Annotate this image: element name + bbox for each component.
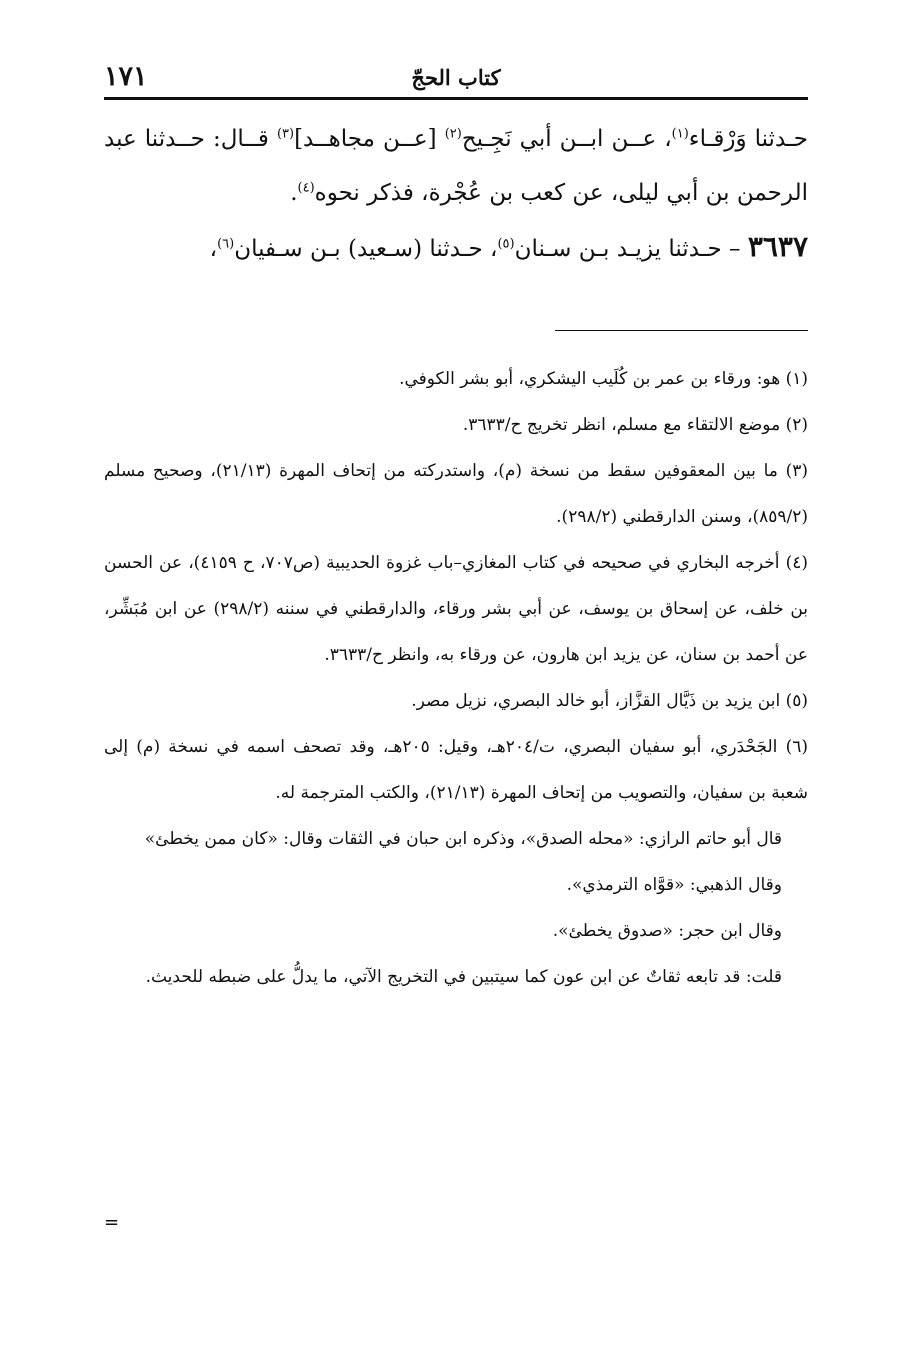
footnote-separator xyxy=(555,330,808,331)
text-segment: حـدثنا وَرْقـاء xyxy=(688,126,808,152)
quote-dhahabi: وقال الذهبي: «قوَّاه الترمذي». xyxy=(566,875,782,895)
footnote-4: (٤) أخرجه البخاري في صحيحه في كتاب المغازي–باب غزوة الحديبية (ص٧٠٧، ح ٤١٥٩)، عن الحسن بن خلف، عن إسحاق بن يوسف، عن أبي بشر ورقاء، والدارقطني في سننه (٢٩٨/٢) عن ابن مُبَشِّر، عن أحمد بن سنان، عن يزيد ابن هارون، عن ورقاء به، وانظر ح/٣٦٣٣. xyxy=(104,553,808,665)
hadith-number: ٣٦٣٧ xyxy=(747,230,808,263)
footnote-ref: (٦) xyxy=(217,236,235,252)
text-segment: – حـدثنا يزيـد بـن سـنان xyxy=(514,236,748,262)
author-note: قلت: قد تابعه ثقاتٌ عن ابن عون كما سيتبين في التخريج الآتي، ما يدلُّ على ضبطه للحديث. xyxy=(145,967,782,987)
footnote-ref: (٤) xyxy=(297,180,315,196)
footnote-2: (٢) موضع الالتقاء مع مسلم، انظر تخريج ح/٣٦٣٣. xyxy=(462,415,808,435)
footnote-6: (٦) الجَحْدَري، أبو سفيان البصري، ت/٢٠٤هـ، وقيل: ٢٠٥هـ، وقد تصحف اسمه في نسخة (م) إلى شعبة بن سفيان، والتصويب من إتحاف المهرة (٢١/١٣)، والكتب المترجمة له. xyxy=(104,737,808,803)
page-number: ١٧١ xyxy=(104,61,148,92)
text-segment: ، xyxy=(209,236,218,262)
main-paragraph-1 xyxy=(104,112,808,220)
main-paragraph-2 xyxy=(104,220,808,276)
footnotes xyxy=(104,356,808,1000)
page-header xyxy=(104,55,808,99)
header-rule xyxy=(104,97,808,100)
text-segment: ، حـدثنا (سـعيد) بـن سـفيان xyxy=(234,236,498,262)
quote-abu-hatim: قال أبو حاتم الرازي: «محله الصدق»، وذكره ابن حبان في الثقات وقال: «كان ممن يخطئ» xyxy=(144,829,782,849)
text-segment: . xyxy=(290,180,298,206)
quote-ibn-hajar: وقال ابن حجر: «صدوق يخطئ». xyxy=(552,921,782,941)
footnote-ref: (٣) xyxy=(276,126,295,142)
footnote-5: (٥) ابن يزيد بن ذَيَّال القزَّاز، أبو خالد البصري، نزيل مصر. xyxy=(411,691,808,711)
book-title: كتاب الحجّ xyxy=(411,65,501,90)
text-segment: [عــن مجاهــد] xyxy=(294,126,445,152)
footnote-3: (٣) ما بين المعقوفين سقط من نسخة (م)، واستدركته من إتحاف المهرة (٢١/١٣)، وصحيح مسلم (٨٥٩/٢)، وسنن الدارقطني (٢٩٨/٢). xyxy=(104,461,808,527)
footnote-1: (١) هو: ورقاء بن عمر بن كُلَيب اليشكري، أبو بشر الكوفي. xyxy=(399,369,808,389)
text-segment: قــال: حــدثنا عبد الرحمن بن أبي ليلى، عن كعب بن عُجْرة، فذكر نحوه xyxy=(104,126,808,206)
text-segment: ، عــن ابــن أبي نَجِـيح xyxy=(461,126,672,152)
continuation-mark: = xyxy=(104,1212,120,1233)
main-text xyxy=(104,112,808,276)
footnote-ref: (٥) xyxy=(497,236,515,252)
footnote-ref: (٢) xyxy=(444,126,462,142)
footnote-ref: (١) xyxy=(671,126,689,142)
